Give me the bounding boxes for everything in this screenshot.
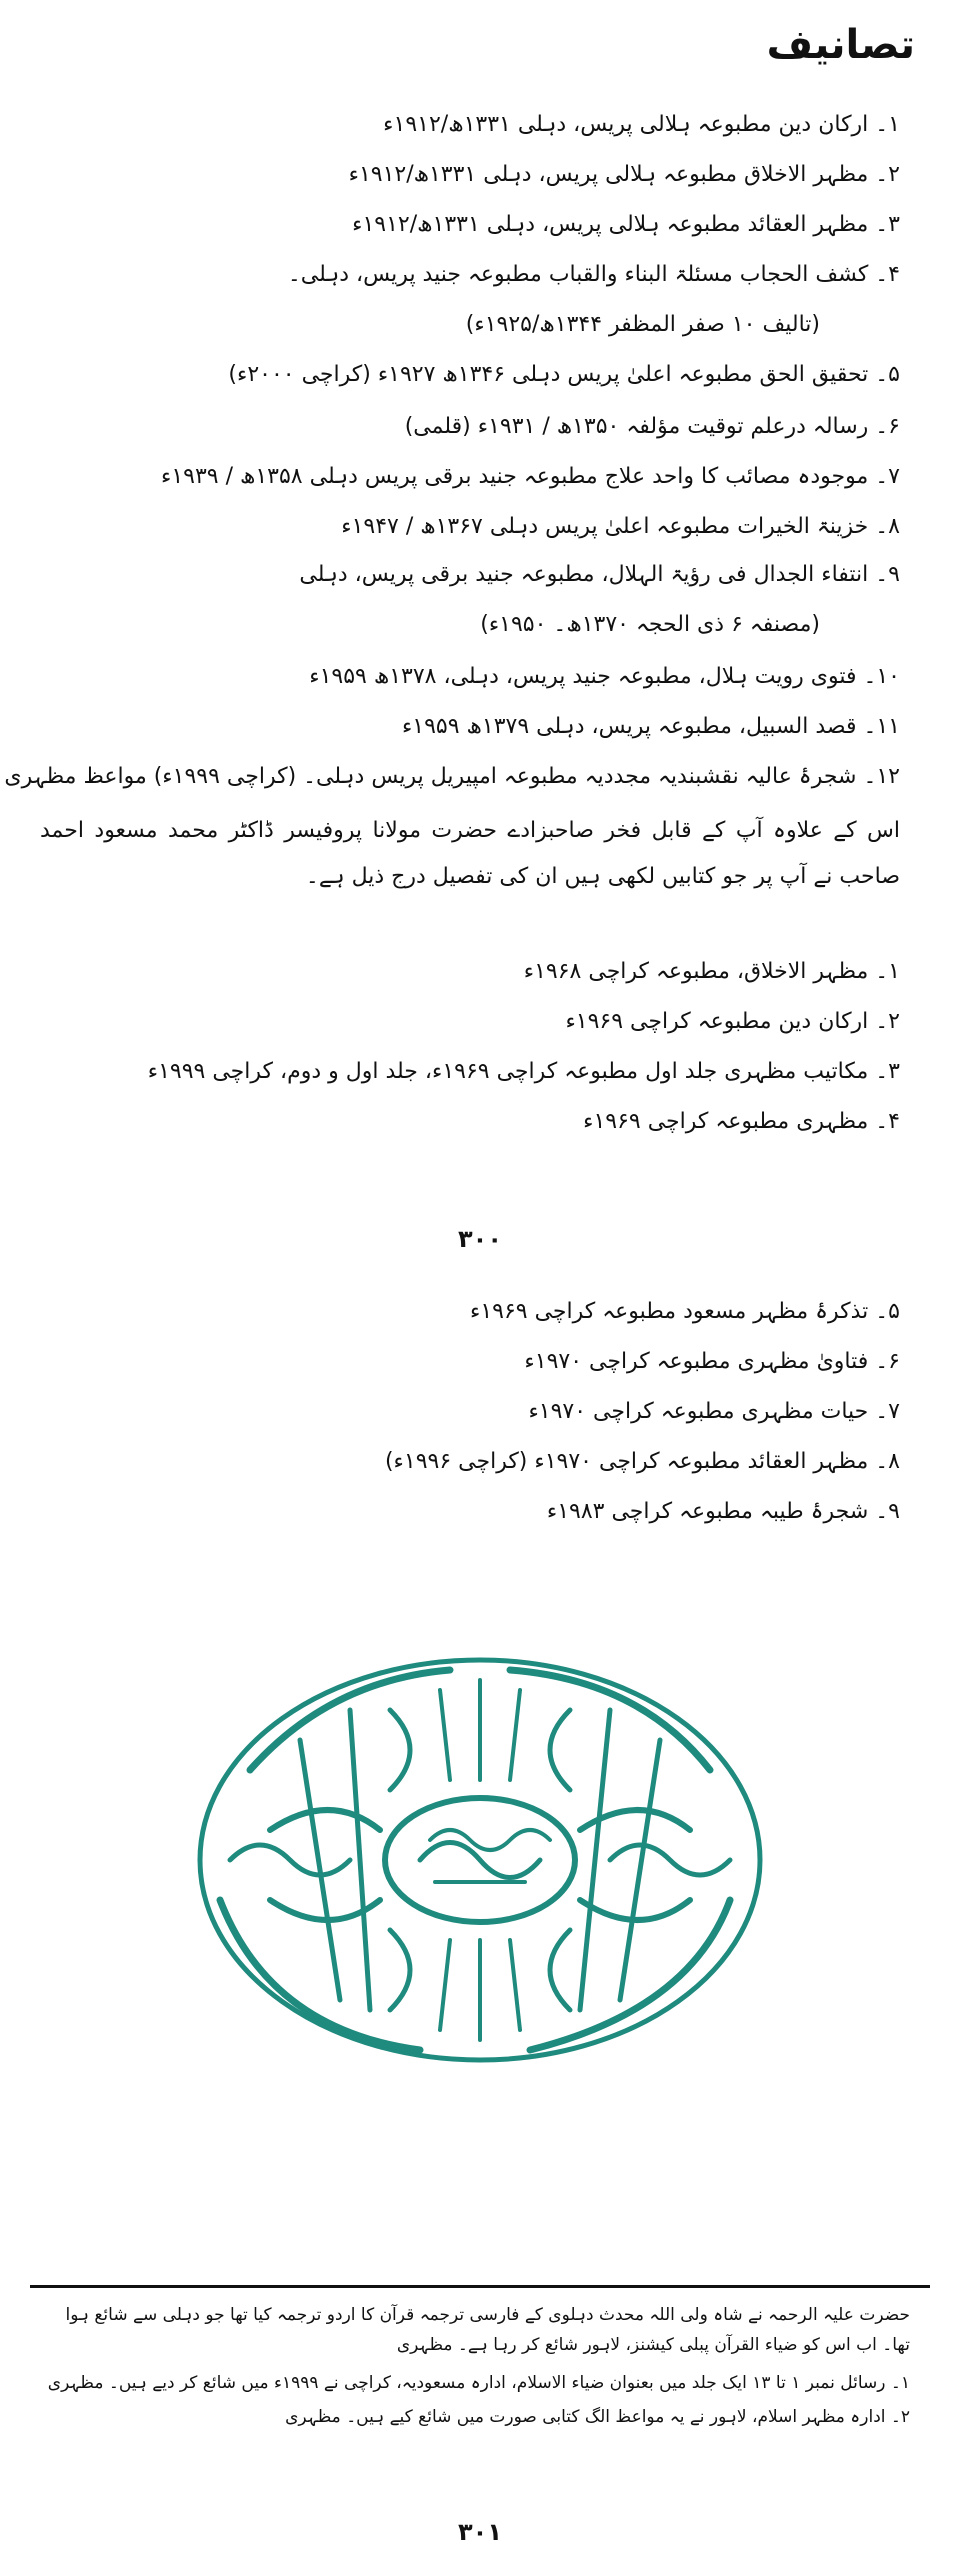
- works-item-6: ۶۔ رسالہ درعلم توقیت مؤلفہ ۱۳۵۰ھ / ۱۹۳۱ء (قلمی): [404, 414, 900, 439]
- page-number-301: ۳۰۱: [458, 2518, 502, 2546]
- calligraphy-seal-image: [190, 1650, 770, 2070]
- intro-paragraph: اس کے علاوہ آپ کے قابل فخر صاحبزادے حضرت مولانا پروفیسر ڈاکٹر محمد مسعود احمد صاحب نے آپ پر جو کتابیں لکھی ہیں ان کی تفصیل درج ذیل ہے۔: [40, 818, 900, 889]
- son-works-item-4: ۴۔ مظہری مطبوعہ کراچی ۱۹۶۹ء: [583, 1109, 900, 1134]
- son-works-item-7: ۷۔ حیات مظہری مطبوعہ کراچی ۱۹۷۰ء: [528, 1399, 900, 1424]
- footnote-1: حضرت علیہ الرحمہ نے شاہ ولی اللہ محدث دہلوی کے فارسی ترجمہ قرآن کا اردو ترجمہ کیا تھا جو دہلی سے شائع ہوا تھا۔ اب اس کو ضیاء القرآن پبلی کیشنز، لاہور شائع کر رہا ہے۔ مظہری: [65, 2305, 910, 2355]
- son-works-item-8: ۸۔ مظہر العقائد مطبوعہ کراچی ۱۹۷۰ء (کراچی ۱۹۹۶ء): [384, 1449, 900, 1474]
- works-item-3: ۳۔ مظہر العقائد مطبوعہ ہلالی پریس، دہلی ۱۳۳۱ھ/۱۹۱۲ء: [352, 212, 900, 237]
- works-item-10: ۱۰۔ فتوی رویت ہلال، مطبوعہ جنید پریس، دہلی، ۱۳۷۸ھ ۱۹۵۹ء: [309, 664, 900, 689]
- works-item-7: ۷۔ موجودہ مصائب کا واحد علاج مطبوعہ جنید برقی پریس دہلی ۱۳۵۸ھ / ۱۹۳۹ء: [160, 464, 900, 489]
- footnote-divider: [30, 2285, 930, 2288]
- footnote-2: ۱۔ رسائل نمبر ۱ تا ۱۳ ایک جلد میں بعنوان ضیاء الاسلام، ادارہ مسعودیہ، کراچی نے ۱۹۹۹ء میں شائع کر دیے ہیں۔ مظہری: [47, 2373, 910, 2393]
- works-item-1: ۱۔ ارکان دین مطبوعہ ہلالی پریس، دہلی ۱۳۳۱ھ/۱۹۱۲ء: [383, 112, 900, 137]
- works-item-12: ۱۲۔ شجرۂ عالیہ نقشبندیہ مجددیہ مطبوعہ امپیریل پریس دہلی۔ (کراچی ۱۹۹۹ء) مواعظ مظہری: [4, 764, 900, 789]
- seal-strokes: [200, 1660, 760, 2060]
- works-item-4: ۴۔ کشف الحجاب مسئلۃ البناء والقباب مطبوعہ جنید پریس، دہلی۔: [287, 262, 900, 287]
- works-item-4-note: (تالیف ۱۰ صفر المظفر ۱۳۴۴ھ/۱۹۲۵ء): [465, 312, 820, 337]
- footnote-3: ۲۔ ادارہ مظہر اسلام، لاہور نے یہ مواعظ الگ کتابی صورت میں شائع کیے ہیں۔ مظہری: [285, 2407, 910, 2427]
- son-works-item-5: ۵۔ تذکرۂ مظہر مسعود مطبوعہ کراچی ۱۹۶۹ء: [469, 1299, 900, 1324]
- works-item-5: ۵۔ تحقیق الحق مطبوعہ اعلیٰ پریس دہلی ۱۳۴۶ھ ۱۹۲۷ء (کراچی ۲۰۰۰ء): [228, 362, 900, 387]
- works-item-8: ۸۔ خزینۃ الخیرات مطبوعہ اعلیٰ پریس دہلی ۱۳۶۷ھ / ۱۹۴۷ء: [341, 514, 900, 539]
- page-title: تصانیف: [766, 22, 915, 68]
- son-works-item-6: ۶۔ فتاویٰ مظہری مطبوعہ کراچی ۱۹۷۰ء: [524, 1349, 900, 1374]
- son-works-item-1: ۱۔ مظہر الاخلاق، مطبوعہ کراچی ۱۹۶۸ء: [523, 959, 900, 984]
- page-number-300: ۳۰۰: [458, 1225, 502, 1253]
- son-works-item-3: ۳۔ مکاتیب مظہری جلد اول مطبوعہ کراچی ۱۹۶۹ء، جلد اول و دوم، کراچی ۱۹۹۹ء: [147, 1059, 900, 1084]
- son-works-item-9: ۹۔ شجرۂ طیبہ مطبوعہ کراچی ۱۹۸۳ء: [546, 1499, 900, 1524]
- works-item-11: ۱۱۔ قصد السبیل، مطبوعہ پریس، دہلی ۱۳۷۹ھ ۱۹۵۹ء: [401, 714, 900, 739]
- son-works-item-2: ۲۔ ارکان دین مطبوعہ کراچی ۱۹۶۹ء: [565, 1009, 900, 1034]
- works-item-2: ۲۔ مظہر الاخلاق مطبوعہ ہلالی پریس، دہلی ۱۳۳۱ھ/۱۹۱۲ء: [348, 162, 900, 187]
- works-item-9-note: (مصنفہ ۶ ذی الحجہ ۱۳۷۰ھ۔ ۱۹۵۰ء): [480, 612, 820, 637]
- works-item-9: ۹۔ انتفاء الجدال فی رؤیۃ الہلال، مطبوعہ جنید برقی پریس، دہلی: [299, 562, 900, 587]
